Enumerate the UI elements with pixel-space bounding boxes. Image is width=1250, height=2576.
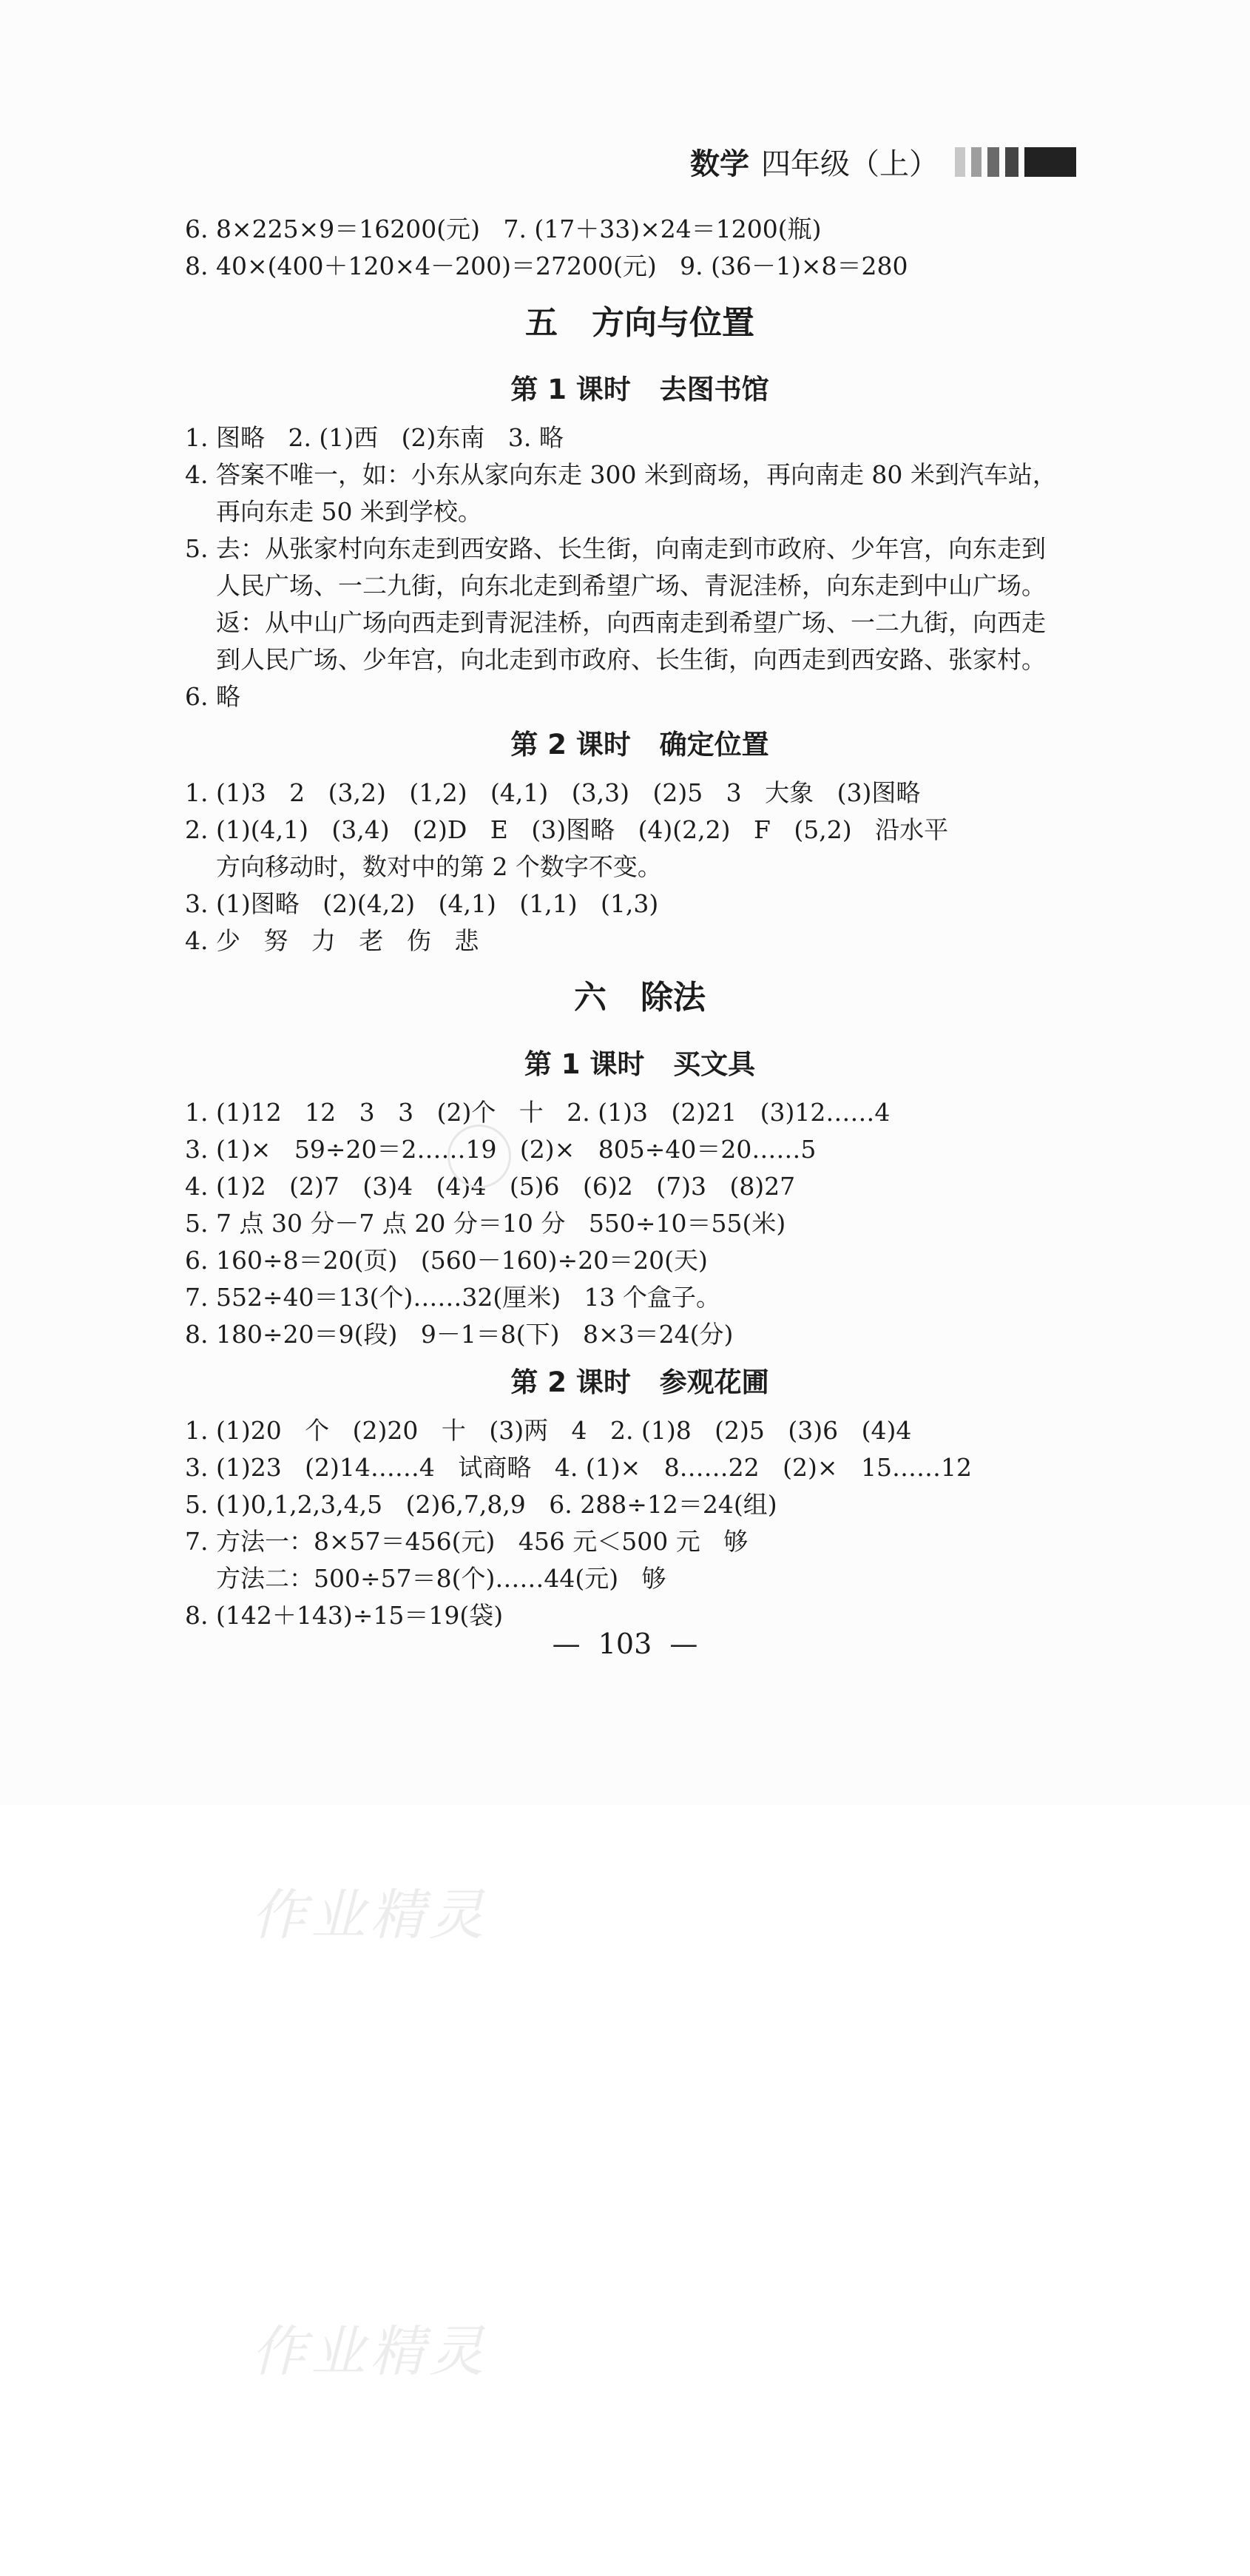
answer-line: 方向移动时，数对中的第 2 个数字不变。 [185, 852, 662, 881]
answer-line: 3. (1)图略 (2)(4,2) (4,1) (1,1) (1,3) [185, 889, 659, 918]
answer-line: 1. 图略 2. (1)西 (2)东南 3. 略 [185, 423, 564, 452]
answer-line: 8. 180÷20＝9(段) 9－1＝8(下) 8×3＝24(分) [185, 1320, 734, 1349]
answer-line: 2. (1)(4,1) (3,4) (2)D E (3)图略 (4)(2,2) F (5,2) 沿水平 [185, 815, 949, 844]
answer-line: 5. (1)0,1,2,3,4,5 (2)6,7,8,9 6. 288÷12＝24(组) [185, 1490, 777, 1519]
lesson-title: 第 1 课时 去图书馆 [510, 374, 769, 405]
chapter-title: 六 除法 [574, 979, 706, 1016]
chapter-title: 五 方向与位置 [525, 304, 754, 342]
answer-line: 5. 7 点 30 分－7 点 20 分＝10 分 550÷10＝55(米) [185, 1209, 786, 1238]
answer-line: 1. (1)3 2 (3,2) (1,2) (4,1) (3,3) (2)5 3 大象 (3)图略 [185, 778, 921, 807]
answer-line: 返：从中山广场向西走到青泥洼桥，向西南走到希望广场、一二九街，向西走 [185, 608, 1046, 637]
answer-line: 4. 少 努 力 老 伤 悲 [185, 926, 479, 955]
answer-line: 8. 40×(400＋120×4－200)＝27200(元) 9. (36－1)×8＝280 [185, 252, 908, 280]
answer-line: 1. (1)12 12 3 3 (2)个 十 2. (1)3 (2)21 (3)12……4 [185, 1098, 891, 1127]
answer-content [185, 211, 1095, 1634]
answer-line: 6. 8×225×9＝16200(元) 7. (17＋33)×24＝1200(瓶) [185, 215, 822, 243]
subject-label: 数学 [690, 147, 749, 181]
grade-label: 四年级（上） [761, 147, 939, 181]
watermark-text: 作业精灵 [251, 1884, 488, 1947]
watermark-text: 作业精灵 [251, 2320, 488, 2384]
watermark-stamp [447, 1125, 511, 1188]
answer-line: 4. (1)2 (2)7 (3)4 (4)4 (5)6 (6)2 (7)3 (8)27 [185, 1172, 796, 1201]
answer-line: 1. (1)20 个 (2)20 十 (3)两 4 2. (1)8 (2)5 (3)6 (4)4 [185, 1416, 912, 1445]
page-number: — 103 — [552, 1628, 698, 1660]
lesson-title: 第 2 课时 参观花圃 [510, 1366, 769, 1398]
answer-line: 人民广场、一二九街，向东北走到希望广场、青泥洼桥，向东走到中山广场。 [185, 571, 1046, 600]
answer-line: 6. 略 [185, 682, 240, 711]
answer-line: 到人民广场、少年宫，向北走到市政府、长生街，向西走到西安路、张家村。 [185, 645, 1046, 674]
answer-line: 再向东走 50 米到学校。 [185, 497, 482, 526]
answer-line: 6. 160÷8＝20(页) (560－160)÷20＝20(天) [185, 1246, 708, 1275]
answer-line: 5. 去：从张家村向东走到西安路、长生街，向南走到市政府、少年宫，向东走到 [185, 534, 1046, 563]
answer-line: 7. 方法一：8×57＝456(元) 456 元＜500 元 够 [185, 1527, 749, 1556]
header-decoration-bars [949, 147, 1076, 177]
lesson-title: 第 1 课时 买文具 [524, 1048, 756, 1080]
answer-line: 方法二：500÷57＝8(个)……44(元) 够 [185, 1564, 666, 1593]
answer-line: 3. (1)23 (2)14……4 试商略 4. (1)× 8……22 (2)× 15……12 [185, 1453, 972, 1482]
answer-line: 7. 552÷40＝13(个)……32(厘米) 13 个盒子。 [185, 1283, 721, 1312]
lesson-title: 第 2 课时 确定位置 [510, 729, 769, 761]
answer-line: 8. (142＋143)÷15＝19(袋) [185, 1601, 504, 1630]
page-header [690, 141, 1076, 183]
answer-line: 3. (1)× 59÷20＝2……19 (2)× 805÷40＝20……5 [185, 1135, 817, 1164]
answer-line: 4. 答案不唯一，如：小东从家向东走 300 米到商场，再向南走 80 米到汽车站， [185, 460, 1057, 489]
